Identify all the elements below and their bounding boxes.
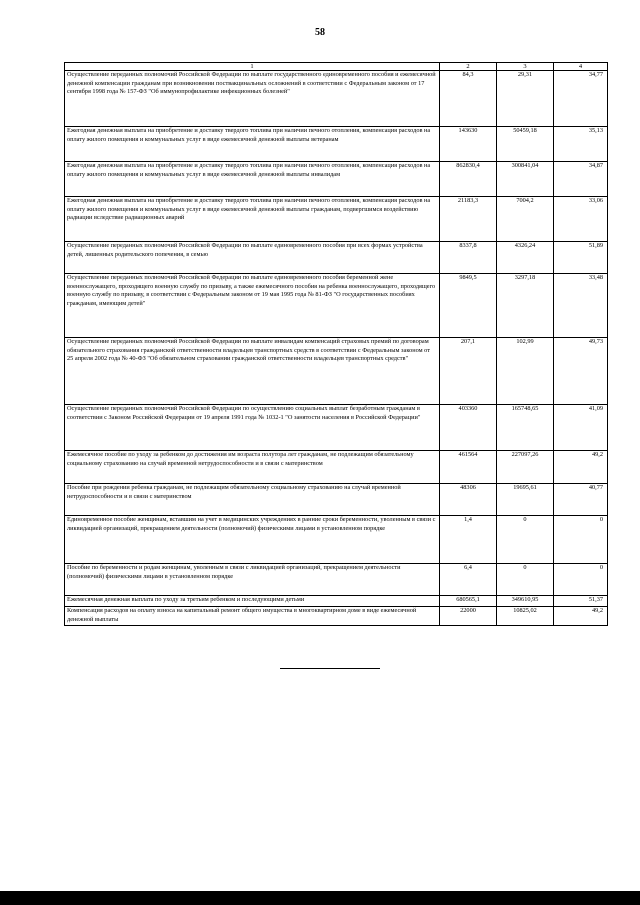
- table-row: [65, 564, 608, 596]
- row-description: Пособие по беременности и родам женщинам, уволенным в связи с ликвидацией организаций, прекращением деятельности (полномочий) физическими лицами в установленном порядке: [65, 564, 440, 596]
- budget-execution-table: [64, 62, 608, 626]
- row-percent-value: 34,87: [554, 162, 608, 197]
- row-description: Осуществление переданных полномочий Российской Федерации по выплате государственного единовременного пособия и ежемесячной денежной компенсации гражданам при возникновении поствакцинальных осложнений в соответствии с Федеральным законом от 17 сентября 1998 года № 157-ФЗ "Об иммунопрофилактике инфекционных болезней": [65, 71, 440, 127]
- row-percent-value: 34,77: [554, 71, 608, 127]
- row-plan-value: 9849,5: [440, 274, 497, 338]
- row-plan-value: 84,3: [440, 71, 497, 127]
- row-actual-value: 4326,24: [497, 242, 554, 274]
- row-plan-value: 680565,1: [440, 596, 497, 607]
- row-percent-value: 33,48: [554, 274, 608, 338]
- row-percent-value: 41,09: [554, 405, 608, 451]
- row-actual-value: 349610,95: [497, 596, 554, 607]
- row-actual-value: 3297,18: [497, 274, 554, 338]
- row-percent-value: 51,37: [554, 596, 608, 607]
- row-description: Ежегодная денежная выплата на приобретение и доставку твердого топлива при наличии печного отопления, компенсация расходов на оплату жилого помещения и коммунальных услуг в виде ежемесячной денежной выплаты ветеранам: [65, 127, 440, 162]
- row-description: Ежегодная денежная выплата на приобретение и доставку твердого топлива при наличии печного отопления, компенсация расходов на оплату жилого помещения и коммунальных услуг в виде ежемесячной денежной выплаты гражданам, подвергшимся воздействию радиации вследствие радиационных аварий: [65, 197, 440, 242]
- table-header-row: [65, 63, 608, 71]
- table-row: [65, 338, 608, 405]
- row-percent-value: 35,13: [554, 127, 608, 162]
- row-percent-value: 49,2: [554, 607, 608, 626]
- row-percent-value: 0: [554, 564, 608, 596]
- row-percent-value: 51,89: [554, 242, 608, 274]
- row-actual-value: 0: [497, 564, 554, 596]
- row-actual-value: 29,31: [497, 71, 554, 127]
- row-percent-value: 49,73: [554, 338, 608, 405]
- table-row: [65, 405, 608, 451]
- row-description: Ежемесячное пособие по уходу за ребенком до достижения им возраста полутора лет гражданам, не подлежащим обязательному социальному страхованию на случай временной нетрудоспособности и в связи с материнством: [65, 451, 440, 484]
- row-actual-value: 0: [497, 516, 554, 564]
- row-plan-value: 8337,8: [440, 242, 497, 274]
- row-percent-value: 33,06: [554, 197, 608, 242]
- row-plan-value: 403360: [440, 405, 497, 451]
- row-actual-value: 165748,65: [497, 405, 554, 451]
- table-row: [65, 127, 608, 162]
- row-percent-value: 0: [554, 516, 608, 564]
- row-percent-value: 40,77: [554, 484, 608, 516]
- table-row: [65, 596, 608, 607]
- row-actual-value: 10825,02: [497, 607, 554, 626]
- end-of-table-divider: [280, 668, 380, 669]
- table-row: [65, 242, 608, 274]
- row-description: Ежемесячная денежная выплата по уходу за третьим ребенком и последующими детьми: [65, 596, 440, 607]
- table-row: [65, 516, 608, 564]
- header-col-4: 4: [554, 63, 608, 71]
- row-actual-value: 102,99: [497, 338, 554, 405]
- row-description: Осуществление переданных полномочий Российской Федерации по выплате единовременного пособия при всех формах устройства детей, лишенных родительского попечения, в семью: [65, 242, 440, 274]
- table-row: [65, 607, 608, 626]
- row-percent-value: 49,2: [554, 451, 608, 484]
- table-row: [65, 197, 608, 242]
- row-plan-value: 207,1: [440, 338, 497, 405]
- row-description: Осуществление переданных полномочий Российской Федерации по выплате инвалидам компенсаций страховых премий по договорам обязательного страхования гражданской ответственности владельцев транспортных средств в соответствии с Федеральным законом от 25 апреля 2002 года № 40-ФЗ "Об обязательном страховании гражданской ответственности владельцев транспортных средств": [65, 338, 440, 405]
- row-description: Единовременное пособие женщинам, вставшим на учет в медицинских учреждениях в ранние сроки беременности, уволенным в связи с ликвидацией организаций, прекращением деятельности (полномочий) физическими лицами в установленном порядке: [65, 516, 440, 564]
- page-number: 58: [315, 27, 325, 38]
- row-actual-value: 50459,18: [497, 127, 554, 162]
- row-plan-value: 862830,4: [440, 162, 497, 197]
- row-plan-value: 6,4: [440, 564, 497, 596]
- table-row: [65, 451, 608, 484]
- scan-bottom-border: [0, 891, 640, 905]
- header-col-3: 3: [497, 63, 554, 71]
- table-row: [65, 71, 608, 127]
- row-plan-value: 21183,3: [440, 197, 497, 242]
- row-plan-value: 1,4: [440, 516, 497, 564]
- row-description: Компенсация расходов на оплату взноса на капитальный ремонт общего имущества в многоквартирном доме в виде ежемесячной денежной выплаты: [65, 607, 440, 626]
- row-actual-value: 19695,61: [497, 484, 554, 516]
- row-description: Пособие при рождении ребенка гражданам, не подлежащим обязательному социальному страхованию на случай временной нетрудоспособности и в связи с материнством: [65, 484, 440, 516]
- row-actual-value: 300841,04: [497, 162, 554, 197]
- row-plan-value: 143630: [440, 127, 497, 162]
- row-actual-value: 227097,26: [497, 451, 554, 484]
- row-description: Осуществление переданных полномочий Российской Федерации по осуществлению социальных выплат безработным гражданам в соответствии с Законом Российской Федерации от 19 апреля 1991 года № 1032-1 "О занятости населения в Российской Федерации": [65, 405, 440, 451]
- table-row: [65, 274, 608, 338]
- row-plan-value: 461564: [440, 451, 497, 484]
- header-col-2: 2: [440, 63, 497, 71]
- table-row: [65, 162, 608, 197]
- row-description: Ежегодная денежная выплата на приобретение и доставку твердого топлива при наличии печного отопления, компенсация расходов на оплату жилого помещения и коммунальных услуг в виде ежемесячной денежной выплаты инвалидам: [65, 162, 440, 197]
- table-row: [65, 484, 608, 516]
- header-col-1: 1: [65, 63, 440, 71]
- row-actual-value: 7004,2: [497, 197, 554, 242]
- row-plan-value: 48306: [440, 484, 497, 516]
- row-plan-value: 22000: [440, 607, 497, 626]
- row-description: Осуществление переданных полномочий Российской Федерации по выплате единовременного пособия беременной жене военнослужащего, проходящего военную службу по призыву, а также ежемесячного пособия на ребенка военнослужащего, проходящего военную службу по призыву, в соответствии с Федеральным законом от 19 мая 1995 года № 81-ФЗ "О государственных пособиях гражданам, имеющим детей": [65, 274, 440, 338]
